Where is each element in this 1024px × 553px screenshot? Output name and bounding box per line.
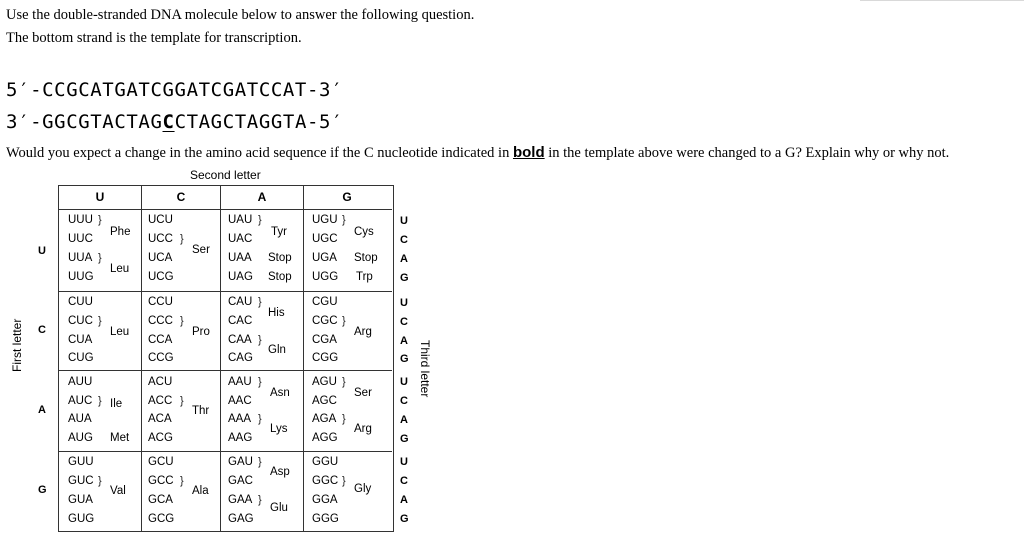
- amino-acid: Ser: [354, 387, 372, 399]
- third-letter: U: [400, 297, 408, 309]
- amino-acid: His: [268, 307, 285, 319]
- third-letter: C: [400, 316, 408, 328]
- codon: AUA: [68, 413, 92, 425]
- codon: GUU: [68, 456, 94, 468]
- row-head-a: A: [38, 404, 46, 416]
- amino-acid: Stop: [354, 252, 378, 264]
- third-letter: U: [400, 215, 408, 227]
- third-letter: G: [400, 433, 409, 445]
- third-letter: C: [400, 475, 408, 487]
- codon: ACC: [148, 395, 173, 407]
- codon: GUA: [68, 494, 93, 506]
- third-letter: A: [400, 335, 408, 347]
- third-letter: C: [400, 234, 408, 246]
- third-letter: A: [400, 414, 408, 426]
- third-letter: G: [400, 513, 409, 525]
- codon: UCG: [148, 271, 174, 283]
- dna-top-strand: 5′-CCGCATGATCGGATCGATCCAT-3′: [6, 79, 344, 101]
- brace-mark: }: [98, 475, 102, 487]
- brace-mark: }: [180, 315, 184, 327]
- col-divider: [220, 185, 221, 531]
- brace-mark: }: [98, 315, 102, 327]
- codon: AUC: [68, 395, 93, 407]
- codon: GAG: [228, 513, 254, 525]
- codon: GGA: [312, 494, 338, 506]
- amino-acid: Cys: [354, 226, 374, 238]
- codon: GAA: [228, 494, 253, 506]
- codon: UAC: [228, 233, 253, 245]
- codon: UAG: [228, 271, 253, 283]
- amino-acid: Glu: [270, 502, 288, 514]
- codon: AAG: [228, 432, 253, 444]
- codon: GUG: [68, 513, 95, 525]
- codon: ACG: [148, 432, 173, 444]
- amino-acid: Asp: [270, 466, 290, 478]
- dna-bottom-suffix: CTAGCTAGGTA-5′: [174, 111, 344, 133]
- second-letter-label: Second letter: [190, 168, 261, 182]
- codon: CGG: [312, 352, 339, 364]
- codon: GCG: [148, 513, 175, 525]
- amino-acid: Lys: [270, 423, 288, 435]
- row-head-g: G: [38, 484, 47, 496]
- brace-mark: }: [342, 475, 346, 487]
- third-letter: U: [400, 456, 408, 468]
- third-letter: C: [400, 395, 408, 407]
- col-head-a: A: [257, 190, 267, 204]
- codon: UCA: [148, 252, 173, 264]
- codon: CAA: [228, 334, 252, 346]
- instruction-line-2: The bottom strand is the template for transcription.: [6, 30, 302, 46]
- third-letter: G: [400, 353, 409, 365]
- codon: UUA: [68, 252, 93, 264]
- amino-acid: Gln: [268, 344, 286, 356]
- amino-acid: Ala: [192, 485, 209, 497]
- brace-mark: }: [98, 214, 102, 226]
- amino-acid: Thr: [192, 405, 210, 417]
- codon: CUA: [68, 334, 93, 346]
- third-letter: U: [400, 376, 408, 388]
- codon: AAA: [228, 413, 252, 425]
- codon: UGC: [312, 233, 338, 245]
- codon: AUU: [68, 376, 93, 388]
- codon: CUC: [68, 315, 93, 327]
- codon: UCC: [148, 233, 173, 245]
- codon: CAG: [228, 352, 253, 364]
- third-letter: A: [400, 494, 408, 506]
- codon: UGG: [312, 271, 339, 283]
- brace-mark: }: [180, 233, 184, 245]
- amino-acid: Met: [110, 432, 130, 444]
- codon: AGA: [312, 413, 337, 425]
- codon: UAA: [228, 252, 252, 264]
- bold-word: bold: [512, 144, 545, 161]
- codon: UUC: [68, 233, 93, 245]
- col-head-g: G: [342, 190, 352, 204]
- dna-bottom-strand: [6, 110, 343, 134]
- question-after: in the template above were changed to a G? Explain why or why not.: [544, 145, 950, 161]
- amino-acid: Trp: [356, 271, 373, 283]
- col-divider: [141, 185, 142, 531]
- brace-mark: }: [258, 413, 262, 425]
- codon: AGG: [312, 432, 338, 444]
- codon: GGU: [312, 456, 339, 468]
- codon: CGA: [312, 334, 337, 346]
- amino-acid: Stop: [268, 271, 292, 283]
- amino-acid: Phe: [110, 226, 131, 238]
- codon: UUG: [68, 271, 94, 283]
- amino-acid: Tyr: [271, 226, 287, 238]
- brace-mark: }: [258, 376, 262, 388]
- amino-acid: Leu: [110, 326, 130, 338]
- question-text: [6, 144, 949, 162]
- brace-mark: }: [180, 475, 184, 487]
- codon: CGC: [312, 315, 338, 327]
- codon: UGU: [312, 214, 338, 226]
- col-head-u: U: [95, 190, 105, 204]
- row-head-c: C: [38, 324, 46, 336]
- col-head-c: C: [176, 190, 186, 204]
- codon: GGC: [312, 475, 339, 487]
- codon: CCU: [148, 296, 173, 308]
- amino-acid: Val: [110, 485, 126, 497]
- codon: GAU: [228, 456, 253, 468]
- third-letter-label: Third letter: [418, 340, 432, 398]
- amino-acid: Ser: [192, 244, 210, 256]
- brace-mark: }: [98, 252, 102, 264]
- codon: GUC: [68, 475, 94, 487]
- codon: GAC: [228, 475, 253, 487]
- codon: CCC: [148, 315, 173, 327]
- third-letter: A: [400, 253, 408, 265]
- codon: ACA: [148, 413, 172, 425]
- codon: CAC: [228, 315, 253, 327]
- dna-bottom-prefix: 3′-GGCGTACTAG: [6, 111, 163, 133]
- brace-mark: }: [258, 296, 262, 308]
- amino-acid: Gly: [354, 483, 372, 495]
- brace-mark: }: [342, 376, 346, 388]
- codon: CUG: [68, 352, 94, 364]
- amino-acid: Arg: [354, 423, 372, 435]
- codon: CAU: [228, 296, 253, 308]
- codon: CCA: [148, 334, 173, 346]
- row-divider: [58, 370, 392, 371]
- codon: UCU: [148, 214, 173, 226]
- highlighted-nucleotide: C: [162, 111, 175, 133]
- codon: CCG: [148, 352, 174, 364]
- brace-mark: }: [258, 214, 262, 226]
- brace-mark: }: [258, 456, 262, 468]
- codon: UAU: [228, 214, 253, 226]
- col-divider: [303, 185, 304, 531]
- codon: GGG: [312, 513, 339, 525]
- codon: AGU: [312, 376, 337, 388]
- row-head-u: U: [38, 245, 46, 257]
- codon: CUU: [68, 296, 93, 308]
- codon: GCC: [148, 475, 174, 487]
- first-letter-label: First letter: [10, 318, 24, 372]
- amino-acid: Stop: [268, 252, 292, 264]
- third-letter: G: [400, 272, 409, 284]
- row-divider: [58, 451, 392, 452]
- top-divider: [860, 0, 1024, 1]
- row-divider: [58, 291, 392, 292]
- amino-acid: Ile: [110, 398, 123, 410]
- amino-acid: Pro: [192, 326, 210, 338]
- codon: UUU: [68, 214, 93, 226]
- amino-acid: Leu: [110, 263, 130, 275]
- brace-mark: }: [258, 494, 262, 506]
- instruction-line-1: Use the double-stranded DNA molecule below to answer the following question.: [6, 7, 475, 23]
- codon: AUG: [68, 432, 93, 444]
- codon: GCA: [148, 494, 173, 506]
- amino-acid: Arg: [354, 326, 372, 338]
- brace-mark: }: [98, 395, 102, 407]
- codon: GCU: [148, 456, 174, 468]
- brace-mark: }: [258, 334, 262, 346]
- codon: ACU: [148, 376, 173, 388]
- codon: AAC: [228, 395, 252, 407]
- codon: AAU: [228, 376, 252, 388]
- brace-mark: }: [342, 214, 346, 226]
- brace-mark: }: [342, 315, 346, 327]
- brace-mark: }: [180, 395, 184, 407]
- codon: CGU: [312, 296, 338, 308]
- brace-mark: }: [342, 413, 346, 425]
- codon: AGC: [312, 395, 337, 407]
- question-before: Would you expect a change in the amino acid sequence if the C nucleotide indicated in: [6, 145, 513, 161]
- amino-acid: Asn: [270, 387, 290, 399]
- codon: UGA: [312, 252, 337, 264]
